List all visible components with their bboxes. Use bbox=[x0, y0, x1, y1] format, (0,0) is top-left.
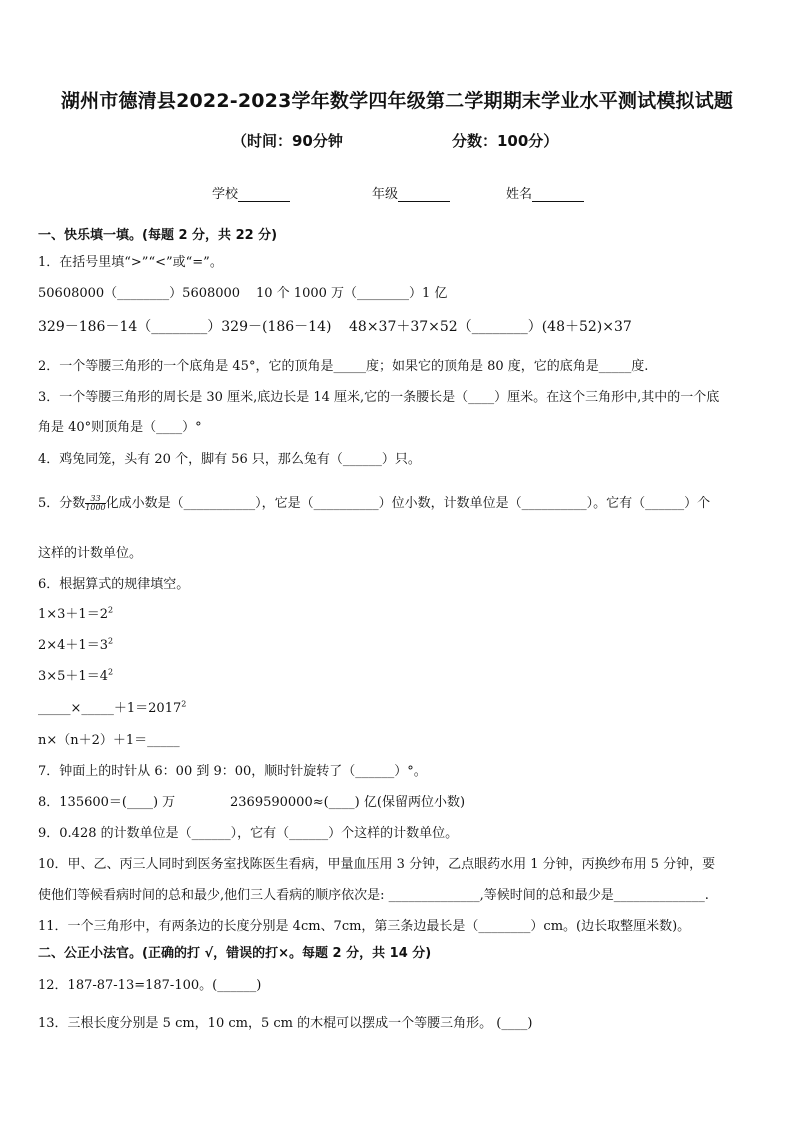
q8-right: 2369590000≈(____) 亿(保留两位小数) bbox=[230, 795, 466, 810]
q6-row3-text: 3×5＋1＝4 bbox=[38, 669, 108, 684]
exponent: 2 bbox=[107, 667, 114, 677]
q1-stem: 1．在括号里填“>”“<”或“=”。 bbox=[38, 255, 223, 270]
q1-a-left: 50608000（________）5608000 bbox=[38, 286, 241, 301]
grade-blank[interactable] bbox=[398, 188, 450, 202]
q1-a-right: 10 个 1000 万（________）1 亿 bbox=[256, 286, 448, 301]
name-blank[interactable] bbox=[532, 188, 584, 202]
q6-row4-text: _____×_____＋1＝2017 bbox=[38, 701, 182, 716]
q8-left: 8．135600＝(____) 万 bbox=[38, 795, 176, 810]
q9: 9．0.428 的计数单位是（______），它有（______）个这样的计数单位。 bbox=[38, 826, 459, 841]
q6-row2-text: 2×4＋1＝3 bbox=[38, 638, 108, 653]
section2-heading: 二、公正小法官。(正确的打 √，错误的打×。每题 2 分，共 14 分) bbox=[38, 946, 432, 961]
grade-label: 年级 bbox=[372, 187, 399, 202]
fraction-denominator: 1000 bbox=[85, 503, 106, 512]
q11: 11．一个三角形中，有两条边的长度分别是 4cm、7cm，第三条边最长是（________）cm。(边长取整厘米数)。 bbox=[38, 919, 691, 934]
q6-row2 bbox=[38, 634, 113, 653]
exponent: 2 bbox=[107, 605, 114, 615]
q3-line2: 角是 40°则顶角是（____）° bbox=[38, 420, 202, 435]
exponent: 2 bbox=[181, 699, 187, 709]
name-field bbox=[506, 183, 584, 202]
q1-b-left: 329－186－14（________）329－(186－14) bbox=[38, 319, 332, 335]
name-label: 姓名 bbox=[506, 187, 533, 202]
q6-row5: n×（n＋2）＋1＝_____ bbox=[38, 733, 180, 748]
grade-field bbox=[372, 183, 450, 202]
q5-prefix: 5．分数 bbox=[38, 496, 86, 511]
q13: 13．三根长度分别是 5 cm，10 cm，5 cm 的木棍可以摆成一个等腰三角形。 (____) bbox=[38, 1016, 533, 1031]
q4: 4．鸡兔同笼，头有 20 个，脚有 56 只，那么兔有（______）只。 bbox=[38, 452, 421, 467]
section1-heading: 一、快乐填一填。(每题 2 分，共 22 分) bbox=[38, 228, 278, 243]
school-blank[interactable] bbox=[238, 188, 290, 202]
q5-line1 bbox=[38, 492, 710, 512]
exam-title: 湖州市德清县2022-2023学年数学四年级第二学期期末学业水平测试模拟试题 bbox=[60, 90, 734, 112]
school-field bbox=[212, 183, 290, 202]
q6-row1 bbox=[38, 603, 113, 622]
fraction-numerator: 33 bbox=[85, 495, 105, 504]
q6-row3 bbox=[38, 665, 113, 684]
q10-line1: 10．甲、乙、丙三人同时到医务室找陈医生看病，甲量血压用 3 分钟，乙点眼药水用 1 分钟，丙换纱布用 5 分钟，要 bbox=[38, 857, 716, 872]
school-label: 学校 bbox=[212, 187, 239, 202]
q12: 12．187-87-13=187-100。(______) bbox=[38, 978, 262, 993]
q1-b-right: 48×37＋37×52（________）(48＋52)×37 bbox=[349, 319, 632, 335]
exponent: 2 bbox=[107, 636, 114, 646]
time-label: （时间：90分钟 bbox=[232, 132, 343, 150]
q3-line1: 3．一个等腰三角形的周长是 30 厘米,底边长是 14 厘米,它的一条腰长是（____）厘米。在这个三角形中,其中的一个底 bbox=[38, 390, 720, 405]
q6-row1-text: 1×3＋1＝2 bbox=[38, 607, 108, 622]
q5-suffix: 化成小数是（___________），它是（__________）位小数，计数单位是（__________）。它有（______）个 bbox=[105, 496, 711, 511]
q7: 7．钟面上的时针从 6：00 到 9：00，顺时针旋转了（______）°。 bbox=[38, 764, 427, 779]
fraction-33-over-1000 bbox=[85, 495, 105, 512]
q6-row4 bbox=[38, 697, 186, 716]
q10-line2: 使他们等候看病时间的总和最少,他们三人看病的顺序依次是: ______________,等候时间的总和最少是______________. bbox=[38, 888, 709, 903]
score-label: 分数：100分） bbox=[452, 132, 559, 150]
q5-line2: 这样的计数单位。 bbox=[38, 546, 143, 561]
q2: 2．一个等腰三角形的一个底角是 45°，它的顶角是_____度；如果它的顶角是 80 度，它的底角是_____度. bbox=[38, 359, 649, 374]
q6-stem: 6．根据算式的规律填空。 bbox=[38, 577, 190, 592]
